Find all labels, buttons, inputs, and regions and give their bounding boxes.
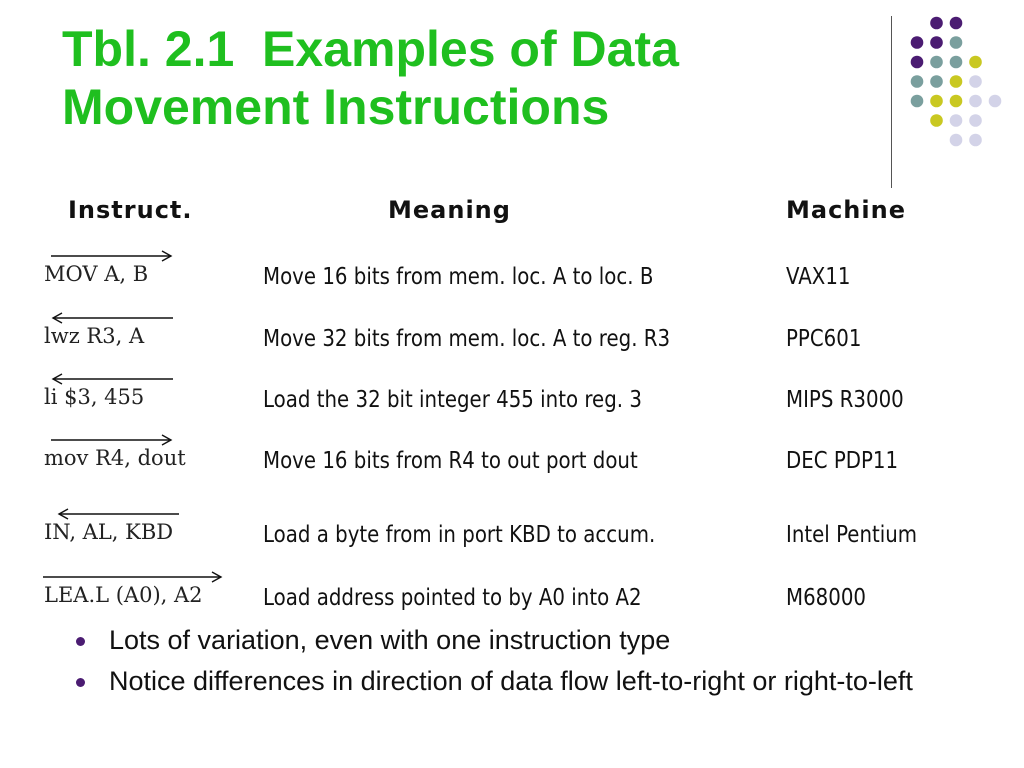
arrow-right-icon — [42, 571, 224, 583]
header-instruction: Instruct. — [68, 196, 193, 224]
decorative-dot — [989, 95, 1002, 108]
decorative-dot — [930, 56, 943, 69]
machine-cell: PPC601 — [786, 326, 862, 352]
slide-title — [62, 20, 842, 136]
arrow-left-icon — [50, 373, 174, 385]
instruction-cell: mov R4, dout — [44, 446, 186, 470]
bullet-dot-icon — [76, 637, 85, 646]
decorative-dot — [911, 56, 924, 69]
decorative-dot — [930, 36, 943, 49]
table-row — [0, 258, 1024, 298]
decorative-dot — [930, 75, 943, 88]
table-row — [0, 381, 1024, 421]
meaning-cell: Move 16 bits from R4 to out port dout — [263, 448, 638, 474]
bullet-text: Notice differences in direction of data flow left-to-right or right-to-left — [109, 666, 913, 696]
meaning-cell: Load address pointed to by A0 into A2 — [263, 585, 642, 611]
meaning-cell: Move 16 bits from mem. loc. A to loc. B — [263, 264, 654, 290]
title-line-1: Tbl. 2.1 Examples of Data — [62, 21, 679, 77]
bullet-item — [76, 665, 996, 698]
arrow-left-icon — [50, 312, 174, 324]
decorative-dot — [911, 95, 924, 108]
decorative-dot — [950, 95, 963, 108]
meaning-cell: Move 32 bits from mem. loc. A to reg. R3 — [263, 326, 671, 352]
decorative-dot — [950, 17, 963, 30]
arrow-right-icon — [50, 434, 174, 446]
title-line-2: Movement Instructions — [62, 79, 610, 135]
decorative-dot — [930, 114, 943, 127]
header-meaning: Meaning — [388, 196, 511, 224]
machine-cell: MIPS R3000 — [786, 387, 904, 413]
decorative-dot — [911, 36, 924, 49]
machine-cell: VAX11 — [786, 264, 851, 290]
machine-cell: M68000 — [786, 585, 866, 611]
decorative-dot — [930, 17, 943, 30]
instruction-cell: lwz R3, A — [44, 324, 145, 348]
decorative-dot — [969, 114, 982, 127]
decorative-dot — [969, 56, 982, 69]
machine-cell: DEC PDP11 — [786, 448, 899, 474]
decorative-dot — [911, 75, 924, 88]
decorative-dot — [930, 95, 943, 108]
decorative-dot — [969, 95, 982, 108]
decorative-dot — [950, 75, 963, 88]
table-row — [0, 516, 1024, 556]
title-divider — [891, 16, 892, 188]
bullet-list — [76, 624, 996, 706]
instruction-cell: MOV A, B — [44, 262, 149, 286]
header-machine: Machine — [786, 196, 906, 224]
table-row — [0, 320, 1024, 360]
table-row — [0, 579, 1024, 619]
decorative-dot — [950, 36, 963, 49]
decorative-dot — [950, 134, 963, 147]
decorative-dot — [969, 134, 982, 147]
meaning-cell: Load a byte from in port KBD to accum. — [263, 522, 656, 548]
bullet-dot-icon — [76, 678, 85, 687]
instruction-cell: li $3, 455 — [44, 385, 145, 409]
arrow-right-icon — [50, 250, 174, 262]
decorative-dot — [969, 75, 982, 88]
arrow-left-icon — [56, 508, 180, 520]
meaning-cell: Load the 32 bit integer 455 into reg. 3 — [263, 387, 642, 413]
instruction-cell: IN, AL, KBD — [44, 520, 174, 544]
decorative-dot — [950, 114, 963, 127]
table-row — [0, 442, 1024, 482]
decorative-dot — [950, 56, 963, 69]
bullet-item — [76, 624, 996, 657]
bullet-text: Lots of variation, even with one instruction type — [109, 625, 671, 655]
instruction-cell: LEA.L (A0), A2 — [44, 583, 203, 607]
machine-cell: Intel Pentium — [786, 522, 918, 548]
